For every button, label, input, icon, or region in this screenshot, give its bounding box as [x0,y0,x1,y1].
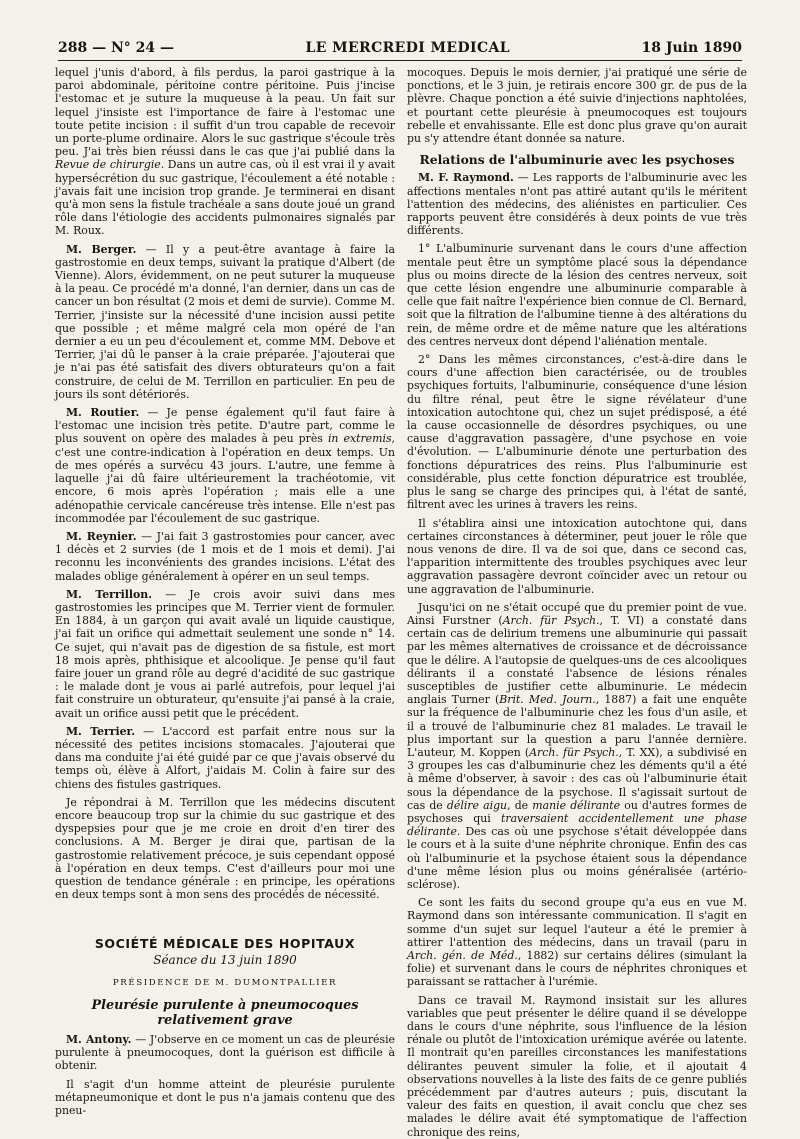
paragraph-raymond: M. F. Raymond. — Les rapports de l'albuminurie avec les affections mentales n'ont pas attiré autant qu'ils le méritent l'attention des médecins, des aliénistes en particulier. Ces rapports peuvent être considérés à deux points de vue très différents. [407,171,748,238]
speaker-name: M. Reynier. [66,529,137,543]
paragraph-routier: M. Routier. — Je pense également qu'il faut faire à l'estomac une incision très petite. D'autre part, comme le plus souvent on opère des malades à peu près in extremis, c'est une contre-indication à l'opération en deux temps. Un de mes opérés a survécu 43 jours. L'autre, une femme à laquelle j'ai dû faire ultérieurement la trachéotomie, vit encore, 6 mois après l'opération ; mais elle a une adénopathie cervicale cancéreuse très intense. Elle n'est pas incommodée par l'écoulement de suc gastrique. [55,406,395,525]
page-number: 288 — N° 24 — [58,40,174,56]
paragraph: 1° L'albuminurie survenant dans le cours d'une affection mentale peut être un symptôme placé sous la dépendance plus ou moins directe de la lésion des centres nerveux, soit que cette lésion engendre une albuminurie comparable à celle que fait naître l'expérience bien connue de Cl. Bernard, soit que la filtration de l'albumine tienne à des altérations du rein, de même ordre et de même nature que les altérations des centres nerveux dont dépend l'aliénation mentale. [407,242,747,348]
left-column [55,66,396,1118]
paragraph-reynier: M. Reynier. — J'ai fait 3 gastrostomies pour cancer, avec 1 décès et 2 survies (de 1 mois et de 1 mois et demi). J'ai reconnu les inconvénients des grandes incisions. L'état des malades oblige généralement à opérer en un seul temps. [55,529,395,583]
paragraph-terrier: M. Terrier. — L'accord est parfait entre nous sur la nécessité des petites incisions stomacales. J'ajouterai que dans ma conduite j'ai été guidé par ce que j'avais observé du temps où, élève à Alfort, j'aidais M. Colin à faire sur des chiens des fistules gastriques. [55,724,395,791]
header-rule [58,60,742,61]
section-title: Relations de l'albuminurie avec les psychoses [419,152,735,168]
right-column [407,66,748,1139]
speaker-name: M. Terrillon. [66,587,153,601]
paragraph: mocoques. Depuis le mois dernier, j'ai pratiqué une série de ponctions, et le 3 juin, je retirais encore 300 gr. de pus de la plèvre. Chaque ponction a été suivie d'injections naphtolées, et pourtant cette pleurésie à pneumocoques est toujours rebelle et envahissante. Elle est donc plus grave qu'on aurait pu s'y attendre étant donnée sa nature. [407,66,747,146]
article-title: Pleurésie purulente à pneumocoques relativement grave [91,998,359,1028]
speaker-name: M. Routier. [66,406,140,420]
session-date: Séance du 13 juin 1890 [153,952,297,967]
paragraph: Je répondrai à M. Terrillon que les médecins discutent encore beaucoup trop sur la chimie du suc gastrique et des dyspepsies pour que je me croie en droit d'en tirer des conclusions. A M. Berger je dirai que, partisan de la gastrostomie relativement précoce, je suis cependant opposé à l'opération en deux temps. C'est d'ailleurs pour moi une question de tendance générale : en principe, les opérations en deux temps sont à mon sens des procédés de nécessité. [55,795,395,902]
speaker-name: M. Terrier. [66,724,136,738]
speaker-name: M. Berger. [66,242,137,256]
paragraph-terrillon: M. Terrillon. — Je crois avoir suivi dans mes gastrostomies les principes que M. Terrier vient de formuler. En 1884, à un garçon qui avait avalé un liquide caustique, j'ai fait un orifice qui admettait seulement une sonde n° 14. Ce sujet, qui n'avait pas de digestion de sa fistule, est mort 18 mois après, phthisique et alcoolique. Je pense qu'il faut faire jouer un grand rôle au degré d'acidité de suc gastrique : le malade dont je vous ai parlé autrefois, pour lequel j'ai fait construire un obturateur, qu'ensuite j'ai pansé à la craie, avait un orifice aussi petit que le précédent. [55,587,395,720]
paragraph: Dans ce travail M. Raymond insistait sur les allures variables que peut présenter le délire quand il se développe dans le cours d'une néphrite, sous l'influence de la lésion rénale ou plutôt de l'intoxication urémique avérée ou latente. Il montrait qu'en pareilles circonstances les manifestations délirantes peuvent simuler la folie, et il ajoutait 4 observations nouvelles à la liste des faits de ce genre publiés précédemment par d'autres auteurs ; puis, discutant la valeur des faits en question, il avait conclu que chez ses malades le délire avait été symptomatique de l'affection chronique des reins, [407,993,747,1139]
paragraph: Ce sont les faits du second groupe qu'a eus en vue M. Raymond dans son intéressante communication. Il s'agit en somme d'un sujet sur lequel l'auteur a été le premier à attirer l'attention des médecins, dans un travail (paru in Arch. gén. de Méd., 1882) sur certains délires (simulant la folie) et survenant dans le cours de néphrites chroniques et paraissant se rattacher à l'urémie. [407,896,748,989]
paragraph: lequel j'unis d'abord, à fils perdus, la paroi gastrique à la paroi abdominale, péritoine contre péritoine. Puis j'incise l'estomac et je suture la muqueuse à la peau. Un fait sur lequel j'insiste est l'importance de faire à l'estomac une toute petite incision : il suffit d'un trou capable de recevoir un porte-plume ordinaire. Alors le suc gastrique s'écoule très peu. J'ai très bien réussi dans le cas que j'ai publié dans la Revue de chirurgie. Dans un autre cas, où il est vrai il y avait hypersécrétion du suc gastrique, l'écoulement a été notable : j'avais fait une incision trop grande. Je terminerai en disant qu'à mon sens la fistule trachéale a sans doute joué un grand rôle dans l'étiologie des accidents pulmonaires signalés par M. Roux. [55,66,395,238]
issue-date: 18 Juin 1890 [641,40,742,56]
paragraph: Il s'agit d'un homme atteint de pleurésie purulente métapneumonique et dont le pus n'a jamais contenu que des pneu- [55,1077,395,1118]
paragraph: 2° Dans les mêmes circonstances, c'est-à-dire dans le cours d'une affection bien caractérisée, ou de troubles psychiques fortuits, l'albuminurie, conséquence d'une lésion du filtre rénal, peut être le signe révélateur d'une intoxication autochtone qui, chez un sujet prédisposé, a été la cause occasionnelle de désordres psychiques, ou une cause d'aggravation passagère, d'une psychose en voie d'évolution. — L'albuminurie dénote une perturbation des fonctions dépuratrices des reins. Plus l'albuminurie est considérable, plus cette fonction dépuratrice est troublée, plus le sang se charge des principes qui, à l'état de santé, filtrent avec les urines à travers les reins. [407,353,747,512]
paragraph: Jusqu'ici on ne s'était occupé que du premier point de vue. Ainsi Furstner (Arch. für Psych., T. VI) a constaté dans certain cas de delirium tremens une albuminurie qui passait par les mêmes alternatives de croissance et de décroissance que le délire. A l'autopsie de quelques-uns de ces alcooliques délirants il a constaté l'absence de lésions rénales susceptibles de justifier cette albuminurie. Le médecin anglais Turner (Brit. Med. Journ., 1887) a fait une enquête sur la fréquence de l'albuminurie chez les fous d'un asile, et il a trouvé de l'albuminurie chez 81 malades. Le travail le plus important sur la question a paru l'année dernière. L'auteur, M. Koppen (Arch. für Psych., T. XX), a subdivisé en 3 groupes les cas d'albuminurie chez les déments qu'il a été à même d'observer, à savoir : des cas où l'albuminurie était sous la dépendance de la psychose. Il s'agissait surtout de cas de délire aigu, de manie délirante ou d'autres formes de psychoses qui traversaient accidentellement une phase délirante. Des cas où une psychose s'était développée dans le cours et à la suite d'une néphrite chronique. Enfin des cas où l'albuminurie et la psychose étaient sous la dépendance d'une même lésion plus ou moins généralisée (artério-sclérose). [407,600,748,891]
page-header [58,40,742,56]
speaker-name: M. Antony. [66,1033,132,1046]
paragraph-antony: M. Antony. — J'observe en ce moment un cas de pleurésie purulente à pneumocoques, dont la guérison est difficile à obtenir. [55,1033,396,1073]
paragraph-berger: M. Berger. — Il y a peut-être avantage à faire la gastrostomie en deux temps, suivant la pratique d'Albert (de Vienne). Alors, évidemment, on ne peut suturer la muqueuse à la peau. Ce procédé m'a donné, l'an dernier, dans un cas de cancer un bon résultat (2 mois et demi de survie). Comme M. Terrier, j'insiste sur la nécessité d'une incision aussi petite que possible ; et même malgré cela mon opéré de l'an dernier a eu un peu d'écoulement et, comme MM. Debove et Terrier, j'ai dû le panser à la craie préparée. J'ajouterai que je n'ai pas été satisfait des divers obturateurs qu'on a fait construire, de celui de M. Terrillon en particulier. En peu de jours ils sont détériorés. [55,242,395,401]
journal-title: LE MERCREDI MEDICAL [305,40,510,56]
speaker-name: M. F. Raymond. [418,171,514,185]
society-heading: SOCIÉTÉ MÉDICALE DES HOPITAUX [94,936,356,952]
presidency-line: PRÉSIDENCE DE M. DUMONTPALLIER [112,977,338,988]
paragraph: Il s'établira ainsi une intoxication autochtone qui, dans certaines circonstances à déterminer, peut jouer le rôle que nous venons de dire. Il va de soi que, dans ce second cas, l'apparition intermittente des troubles psychiques avec leur aggravation passagère devront coïncider avec un retour ou une aggravation de l'albuminurie. [407,516,747,596]
